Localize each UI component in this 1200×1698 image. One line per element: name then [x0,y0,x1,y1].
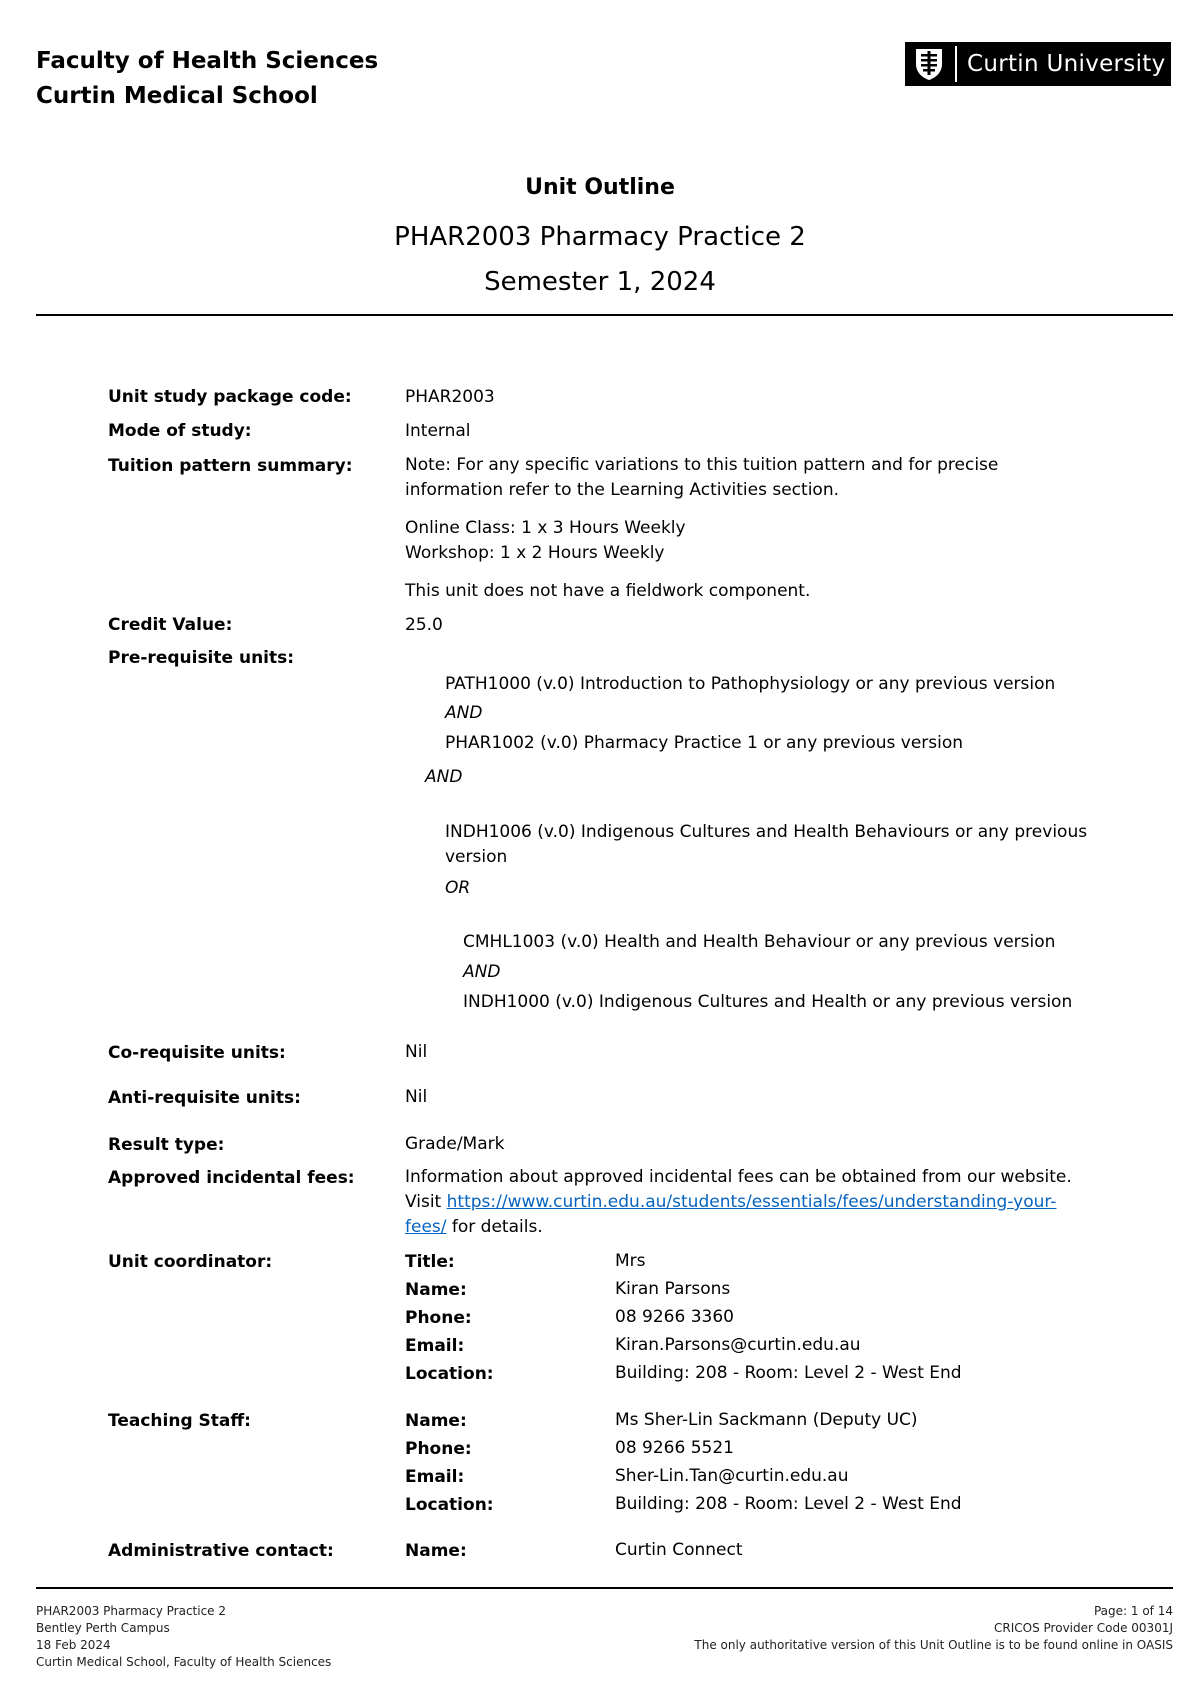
tuition-workshop: Workshop: 1 x 2 Hours Weekly [405,543,665,563]
coordinator-phone: 08 9266 3360 [615,1307,734,1327]
prereq-label: Pre-requisite units: [108,648,295,668]
coordinator-location: Building: 208 - Room: Level 2 - West End [615,1363,962,1383]
coordinator-email-label: Email: [405,1336,465,1356]
fees-visit-text: Visit [405,1192,447,1212]
prereq-cmhl1003: CMHL1003 (v.0) Health and Health Behaviour or any previous version [463,932,1056,952]
prereq-indh1006-cont: version [445,847,508,867]
teaching-name-label: Name: [405,1411,467,1431]
mode-label: Mode of study: [108,421,252,441]
tuition-label: Tuition pattern summary: [108,456,353,476]
teaching-email: Sher-Lin.Tan@curtin.edu.au [615,1466,849,1486]
faculty-name: Faculty of Health Sciences [36,48,379,74]
coordinator-phone-label: Phone: [405,1308,472,1328]
prereq-and-3: AND [463,962,501,982]
fees-after-text: for details. [446,1217,543,1237]
mode-value: Internal [405,421,471,441]
fees-link-cont-line [405,1217,543,1237]
tuition-fieldwork: This unit does not have a fieldwork component. [405,581,811,601]
coordinator-title-label: Title: [405,1252,455,1272]
semester: Semester 1, 2024 [484,267,716,297]
antireq-value: Nil [405,1087,428,1107]
fees-label: Approved incidental fees: [108,1168,355,1188]
document-title: Unit Outline [525,175,675,200]
logo-divider [955,46,957,82]
coordinator-location-label: Location: [405,1364,494,1384]
fees-link[interactable]: https://www.curtin.edu.au/students/essentials/fees/understanding-your- [446,1192,1057,1212]
admin-label: Administrative contact: [108,1541,334,1561]
footer-right [694,1603,1173,1654]
teaching-phone: 08 9266 5521 [615,1438,734,1458]
result-label: Result type: [108,1135,225,1155]
footer-school: Curtin Medical School, Faculty of Health Sciences [36,1655,332,1669]
antireq-label: Anti-requisite units: [108,1088,301,1108]
footer-date: 18 Feb 2024 [36,1638,111,1652]
prereq-path1000: PATH1000 (v.0) Introduction to Pathophysiology or any previous version [445,674,1056,694]
footer-campus: Bentley Perth Campus [36,1621,170,1635]
logo-text: Curtin University [967,51,1166,77]
credit-value: 25.0 [405,615,443,635]
prereq-phar1002: PHAR1002 (v.0) Pharmacy Practice 1 or any previous version [445,733,964,753]
footer-cricos: CRICOS Provider Code 00301J [994,1621,1173,1635]
admin-name-label: Name: [405,1541,467,1561]
teaching-location: Building: 208 - Room: Level 2 - West End [615,1494,962,1514]
prereq-and-1: AND [445,703,483,723]
footer-page: Page: 1 of 14 [1093,1604,1173,1618]
prereq-indh1006: INDH1006 (v.0) Indigenous Cultures and Health Behaviours or any previous [445,822,1088,842]
title-divider [36,314,1173,316]
coordinator-email: Kiran.Parsons@curtin.edu.au [615,1335,861,1355]
school-name: Curtin Medical School [36,83,318,109]
faculty-heading [36,44,378,114]
crest-icon [913,46,945,82]
prereq-or: OR [445,878,471,898]
teaching-phone-label: Phone: [405,1439,472,1459]
fees-link-continued[interactable]: fees/ [405,1217,447,1237]
teaching-name: Ms Sher-Lin Sackmann (Deputy UC) [615,1410,918,1430]
prereq-and-2: AND [425,767,463,787]
footer-authoritative: The only authoritative version of this Unit Outline is to be found online in OASIS [694,1638,1173,1652]
credit-label: Credit Value: [108,615,233,635]
prereq-indh1000: INDH1000 (v.0) Indigenous Cultures and Health or any previous version [463,992,1073,1012]
tuition-note-line-2: information refer to the Learning Activities section. [405,480,839,500]
unit-name: PHAR2003 Pharmacy Practice 2 [394,222,806,252]
coreq-value: Nil [405,1042,428,1062]
footer-unit: PHAR2003 Pharmacy Practice 2 [36,1604,227,1618]
footer-divider [36,1587,1173,1589]
package-code-label: Unit study package code: [108,387,352,407]
coordinator-name-label: Name: [405,1280,467,1300]
fees-visit-line [405,1192,1056,1212]
tuition-note-line-1: Note: For any specific variations to this tuition pattern and for precise [405,455,999,475]
coordinator-title: Mrs [615,1251,646,1271]
package-code-value: PHAR2003 [405,387,495,407]
coordinator-label: Unit coordinator: [108,1252,273,1272]
coreq-label: Co-requisite units: [108,1043,286,1063]
teaching-label: Teaching Staff: [108,1411,251,1431]
coordinator-name: Kiran Parsons [615,1279,731,1299]
curtin-logo [905,42,1171,86]
admin-name: Curtin Connect [615,1540,743,1560]
footer-left [36,1603,331,1671]
result-value: Grade/Mark [405,1134,505,1154]
teaching-location-label: Location: [405,1495,494,1515]
teaching-email-label: Email: [405,1467,465,1487]
fees-info: Information about approved incidental fees can be obtained from our website. [405,1167,1072,1187]
tuition-online: Online Class: 1 x 3 Hours Weekly [405,518,686,538]
